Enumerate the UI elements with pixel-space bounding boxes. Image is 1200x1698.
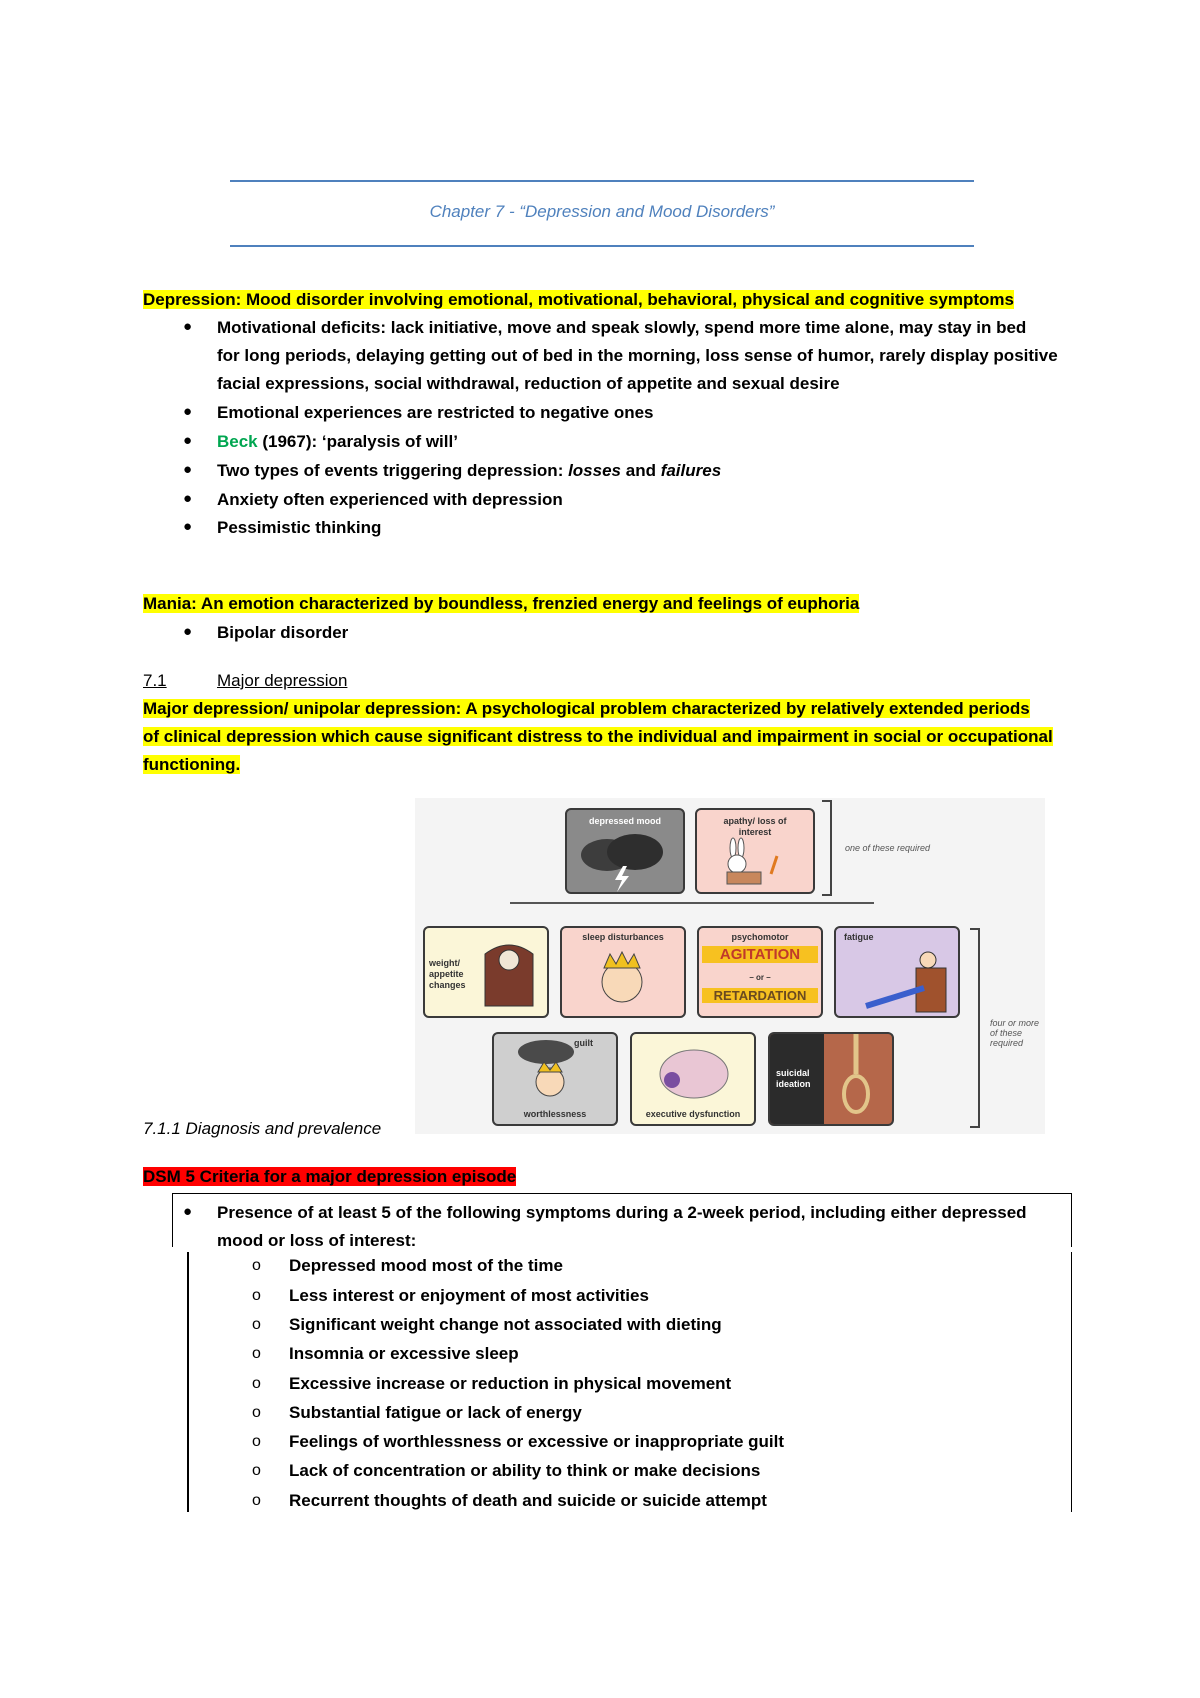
beck-name: Beck (217, 432, 258, 451)
executive-dysfunction-card (630, 1032, 756, 1126)
intro-line: mood or loss of interest: (217, 1231, 417, 1250)
bullet-dot: ● (183, 432, 193, 449)
bottom-note: four or more of these required (990, 1018, 1040, 1048)
retardation-label: RETARDATION (702, 988, 818, 1003)
bullet-dot: ● (183, 461, 193, 478)
depression-heading: Depression: Mood disorder involving emotional, motivational, behavioral, physical and cognitive symptoms (143, 290, 1014, 309)
dsm-table-top-border (172, 1193, 1072, 1194)
intro-line: Presence of at least 5 of the following symptoms during a 2-week period, including either depressed (217, 1203, 1027, 1222)
list-item: Feelings of worthlessness or excessive or inappropriate guilt (289, 1432, 785, 1451)
or-label: – or – (749, 973, 771, 982)
depression-bullet-pessimistic: Pessimistic thinking (217, 518, 382, 537)
section-7-1-title: Major depression (217, 671, 348, 690)
card-label: depressed mood (588, 816, 662, 826)
definition-line: Major depression/ unipolar depression: A psychological problem characterized by relatively extended periods (143, 699, 1030, 718)
symptoms-diagram (415, 798, 1045, 1134)
agitation-label: AGITATION (702, 946, 818, 963)
depression-bullet-triggers (217, 457, 1077, 485)
weight-card (423, 926, 549, 1018)
list-item: Lack of concentration or ability to think or make decisions (289, 1461, 761, 1480)
mania-heading: Mania: An emotion characterized by boundless, frenzied energy and feelings of euphoria (143, 594, 860, 613)
depression-bullet-anxiety: Anxiety often experienced with depression (217, 490, 563, 509)
definition-line: functioning. (143, 755, 241, 774)
dsm-table-left-border-top (172, 1193, 173, 1247)
list-item: Insomnia or excessive sleep (289, 1344, 519, 1363)
apathy-card (695, 808, 815, 894)
bullet-dot: ● (183, 490, 193, 507)
beck-rest: (1967): ‘paralysis of will’ (257, 432, 458, 451)
bullet-dot: ● (183, 1203, 193, 1220)
depression-bullet-motivational (217, 314, 1077, 398)
depression-bullet-beck (217, 428, 1077, 456)
sub-bullet: o (252, 1316, 261, 1333)
sub-bullet: o (252, 1433, 261, 1450)
fatigue-card (834, 926, 960, 1018)
sub-bullet: o (252, 1492, 261, 1509)
mania-bullet-bipolar: Bipolar disorder (217, 623, 349, 642)
tired-face-icon (562, 928, 684, 1016)
header-bottom-rule (230, 245, 974, 247)
suicidal-ideation-card (768, 1032, 894, 1126)
card-label: executive dysfunction (645, 1109, 741, 1119)
dsm-intro (217, 1199, 1077, 1255)
psychomotor-card (697, 926, 823, 1018)
card-label: fatigue (844, 932, 874, 942)
sub-bullet: o (252, 1287, 261, 1304)
sub-bullet: o (252, 1375, 261, 1392)
divider-line (510, 902, 874, 904)
dsm-table-left-border (187, 1252, 189, 1512)
list-item: Excessive increase or reduction in physical movement (289, 1374, 732, 1393)
card-label: suicidal ideation (776, 1068, 811, 1089)
subsection-title: 7.1.1 Diagnosis and prevalence (143, 1119, 382, 1138)
list-item: Recurrent thoughts of death and suicide or suicide attempt (289, 1491, 767, 1510)
card-label: weight/ appetite changes (429, 958, 466, 990)
storm-cloud-icon (567, 810, 683, 892)
bullet-line: for long periods, delaying getting out of bed in the morning, loss sense of humor, rarely display positive (217, 346, 1058, 365)
depression-bullet-emotional: Emotional experiences are restricted to negative ones (217, 403, 654, 422)
card-label: psychomotor (731, 932, 789, 942)
rabbit-icon (697, 810, 813, 892)
chapter-title: Chapter 7 - “Depression and Mood Disorders” (429, 202, 775, 221)
scale-icon (425, 928, 547, 1016)
sub-bullet: o (252, 1257, 261, 1274)
section-7-1-heading (143, 667, 167, 695)
text: Two types of events triggering depression: (217, 461, 569, 480)
noose-icon (770, 1034, 892, 1124)
card-label: sleep disturbances (582, 932, 664, 942)
text: and (621, 461, 661, 480)
bullet-dot: ● (183, 623, 193, 640)
bullet-dot: ● (183, 318, 193, 335)
list-item: Depressed mood most of the time (289, 1256, 563, 1275)
list-item: Significant weight change not associated with dieting (289, 1315, 722, 1334)
bottom-bracket (970, 928, 980, 1128)
card-label: worthlessness (523, 1109, 587, 1119)
top-note: one of these required (845, 843, 931, 853)
section-number: 7.1 (143, 671, 167, 690)
sub-bullet: o (252, 1345, 261, 1362)
dsm-heading: DSM 5 Criteria for a major depression episode (143, 1167, 517, 1186)
header-top-rule (230, 180, 974, 182)
top-bracket (822, 800, 832, 896)
depressed-mood-card (565, 808, 685, 894)
sub-bullet: o (252, 1404, 261, 1421)
list-item: Less interest or enjoyment of most activities (289, 1286, 649, 1305)
slumped-person-icon (836, 928, 958, 1016)
bullet-dot: ● (183, 403, 193, 420)
text-italic: failures (660, 461, 722, 480)
sleep-card (560, 926, 686, 1018)
bullet-dot: ● (183, 518, 193, 535)
bullet-line: Motivational deficits: lack initiative, move and speak slowly, spend more time alone, may stay in bed (217, 318, 1027, 337)
sub-bullet: o (252, 1462, 261, 1479)
bullet-line: facial expressions, social withdrawal, reduction of appetite and sexual desire (217, 374, 840, 393)
card-label: guilt (574, 1038, 593, 1048)
card-label: apathy/ loss of interest (723, 816, 787, 837)
major-depression-definition (143, 695, 1083, 779)
dsm-table-right-border (1071, 1252, 1072, 1512)
list-item: Substantial fatigue or lack of energy (289, 1403, 582, 1422)
guilt-card (492, 1032, 618, 1126)
text-italic: losses (568, 461, 622, 480)
definition-line: of clinical depression which cause significant distress to the individual and impairment in social or occupational (143, 727, 1053, 746)
